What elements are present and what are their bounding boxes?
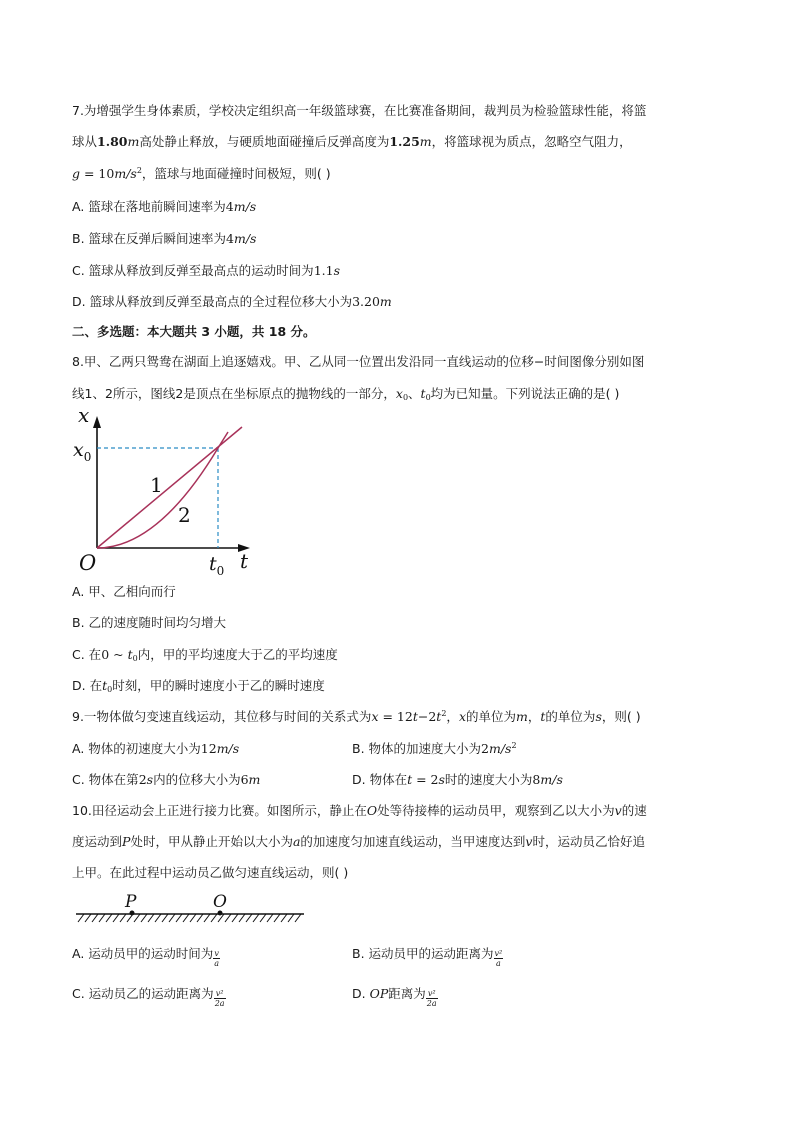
- q9-option-b: B. 物体的加速度大小为$2m/s^2$: [352, 741, 517, 756]
- q7-stem-line2: 球从1.80m高处静止释放，与硬质地面碰撞后反弹高度为1.25m，将篮球视为质点，忽略空气阻力，: [72, 134, 632, 149]
- q10-stem-line2: 度运动到P处时，甲从静止开始以大小为a的加速度匀加速直线运动，当甲速度达到v时，运动员乙恰好追: [72, 834, 645, 849]
- fraction: $\frac{\text{v²}}{2a}$: [214, 989, 225, 1008]
- q8-option-d: D. 在$t_0$时刻，甲的瞬时速度小于乙的瞬时速度: [72, 678, 325, 694]
- q9-option-c: C. 物体在第2s内的位移大小为6m: [72, 772, 261, 787]
- q9-stem: 9.一物体做匀变速直线运动，其位移与时间的关系式为$x = 12t-2t^2$，x的单位为m，t的单位为s，则( ): [72, 709, 641, 724]
- q7-option-d: D. 篮球从释放到反弹至最高点的全过程位移大小为3.20m: [72, 294, 392, 309]
- q10-option-c: C. 运动员乙的运动距离为 $\frac{\text{v²}}{2a}$: [72, 986, 225, 1008]
- q10-stem-line1: 10.田径运动会上正进行接力比赛。如图所示，静止在O处等待接棒的运动员甲，观察到乙以大小为v的速: [72, 803, 647, 818]
- axis-t-label: t: [240, 549, 249, 573]
- q8-position-time-graph: [68, 404, 268, 580]
- point-o-label: O: [213, 892, 227, 912]
- q7-stem-line3: $g = 10m/s^2$，篮球与地面碰撞时间极短，则( ): [72, 166, 331, 181]
- point-p-label: P: [125, 892, 137, 912]
- q8-option-b: B. 乙的速度随时间均匀增大: [72, 615, 227, 630]
- ground-hatching: [78, 914, 301, 922]
- q7-option-b: B. 篮球在反弹后瞬间速率为4m/s: [72, 231, 257, 246]
- fraction: $\frac{v}{a}$: [214, 949, 220, 968]
- axis-x-label: x: [78, 404, 90, 427]
- curve-1-label: 1: [150, 473, 163, 497]
- t0-label: $t_0$: [209, 553, 225, 578]
- q7-stem-line1: 7.为增强学生身体素质，学校决定组织高一年级篮球赛，在比赛准备期间，裁判员为检验篮球性能，将篮: [72, 103, 647, 118]
- q10-option-a: A. 运动员甲的运动时间为 $\frac{v}{a}$: [72, 946, 220, 968]
- q7-option-c: C. 篮球从释放到反弹至最高点的运动时间为1.1s: [72, 263, 340, 278]
- q8-stem-line1: 8.甲、乙两只鸳鸯在湖面上追逐嬉戏。甲、乙从同一位置出发沿同一直线运动的位移−时间图像分别如图: [72, 354, 645, 369]
- q7-option-a: A. 篮球在落地前瞬间速率为4m/s: [72, 199, 257, 214]
- q8-stem-line2: 线1、2所示，图线2是顶点在坐标原点的抛物线的一部分，$x_0$、$t_0$均为已知量。下列说法正确的是( ): [72, 386, 620, 402]
- fraction: $\frac{\text{v²}}{2a}$: [426, 989, 437, 1008]
- curve-2-label: 2: [178, 503, 191, 527]
- q10-option-b: B. 运动员甲的运动距离为 $\frac{\text{v²}}{a}$: [352, 946, 503, 968]
- q8-option-a: A. 甲、乙相向而行: [72, 584, 176, 599]
- fraction: $\frac{\text{v²}}{a}$: [494, 949, 503, 968]
- q10-option-d: D. OP距离为 $\frac{\text{v²}}{2a}$: [352, 986, 437, 1008]
- origin-label: O: [79, 551, 97, 575]
- x0-label: $x_0$: [73, 439, 92, 464]
- q10-stem-line3: 上甲。在此过程中运动员乙做匀速直线运动，则( ): [72, 865, 349, 880]
- section-title: 二、多选题：本大题共 3 小题，共 18 分。: [72, 324, 316, 339]
- q8-option-c: C. 在0 ~ $t_0$内，甲的平均速度大于乙的平均速度: [72, 647, 338, 663]
- q9-option-d: D. 物体在t = 2s时的速度大小为8m/s: [352, 772, 563, 787]
- x-axis-arrow: [93, 416, 101, 428]
- q10-track-figure: [72, 888, 312, 928]
- q9-option-a: A. 物体的初速度大小为12m/s: [72, 741, 240, 756]
